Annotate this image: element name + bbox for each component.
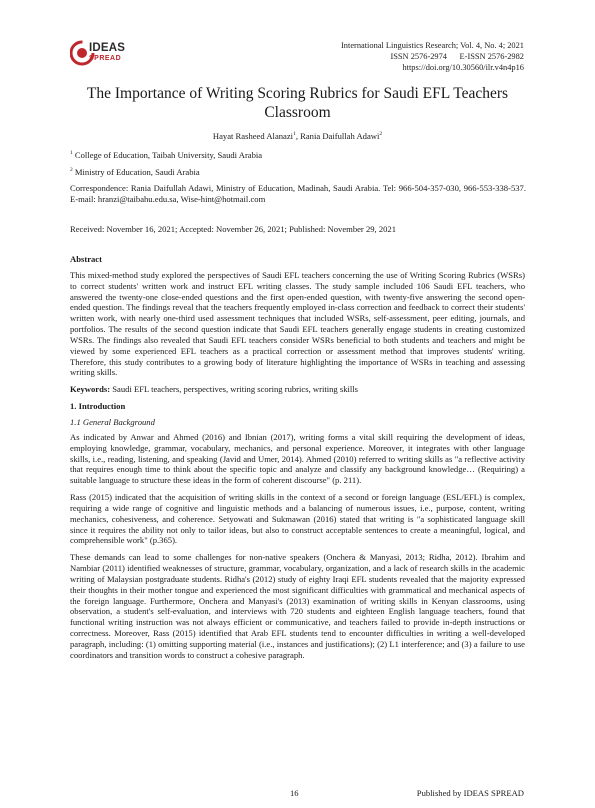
logo-text-spread: SPREAD xyxy=(89,55,122,62)
affiliation-text: Ministry of Education, Saudi Arabia xyxy=(72,167,200,177)
page-number: 16 xyxy=(290,788,299,798)
affiliation-text: College of Education, Taibah University, Saudi Arabia xyxy=(72,150,263,160)
paper-title: The Importance of Writing Scoring Rubrics for Saudi EFL Teachers Classroom xyxy=(86,85,509,121)
publisher-logo xyxy=(70,38,170,72)
author-affiliation-mark: 2 xyxy=(379,131,383,138)
keywords-label: Keywords: xyxy=(70,384,111,395)
body-paragraph: As indicated by Anwar and Ahmed (2016) and Ibnian (2017), writing forms a vital skill requiring the development of ideas, employing knowledge, grammar, vocabulary, mechanics, and personal experience. Moreover, it integrates with other language skills, i.e., reading, listening, and speaking (Javid and Umer, 2014). Ahmed (2010) referred to writing skills as "a reflective activity that requires enough time to think about the specific topic and analyze and classify any background knowledge… (Requiring) a suitable language to structure these ideas in the form of coherent discourse" (p. 211). xyxy=(70,431,525,486)
journal-citation: International Linguistics Research; Vol. 4, No. 4; 2021 xyxy=(341,41,524,50)
journal-info xyxy=(341,40,524,73)
author-list xyxy=(70,131,525,141)
abstract-text: This mixed-method study explored the perspectives of Saudi EFL teachers concerning the use of Writing Scoring Rubrics (WSRs) to correct students' written work and instruct EFL writing classes. The study sample included 106 Saudi EFL teachers, who answered the twenty-one close-ended questions and the first open-ended question, with twenty-five answering the second open-ended question. The findings reveal that the teachers frequently employed in-class correction and feedback to correct their students' written work, with nearly one-third used assessment techniques that included WSRs, self-assessment, peer editing, journals, and portfolios. The results of the second question indicate that Saudi EFL teachers generally engage students in creating customized WSRs. The findings also revealed that Saudi EFL teachers consider WSRs beneficial to both students and teachers and might be viewed by some experienced EFL teachers as a practical correction or assessment method that improves students' writing. Therefore, this study contributes to a growing body of literature highlighting the importance of WSRs in teaching and assessing writing skills. xyxy=(70,269,525,378)
publisher-footer: Published by IDEAS SPREAD xyxy=(416,788,524,798)
logo-text-ideas: IDEAS xyxy=(89,42,126,54)
keywords-text: Saudi EFL teachers, perspectives, writing scoring rubrics, writing skills xyxy=(110,384,359,395)
author-name: Hayat Rasheed Alanazi xyxy=(212,131,294,141)
subsection-heading: 1.1 General Background xyxy=(70,416,155,427)
author-affiliation-mark: 1 xyxy=(293,131,296,138)
body-paragraph: Rass (2015) indicated that the acquisition of writing skills in the context of a second or foreign language (ESL/EFL) is complex, requiring a wide range of cognitive and linguistic methods and a balancing of numerous issues, i.e., purpose, content, writing mechanics, cohesiveness, and coherence. Setyowati and Sukmawan (2016) stated that writing is "a sophisticated language skill since it requires the ability not only to tailor ideas, but also to construct acceptable sentences to create a meaningful, logical, and comprehensible work" (p.365). xyxy=(70,492,525,546)
publication-dates: Received: November 16, 2021; Accepted: November 26, 2021; Published: November 29, 2021 xyxy=(70,224,397,234)
issn-line: ISSN 2576-2974 E-ISSN 2576-2982 xyxy=(390,52,524,61)
abstract-heading: Abstract xyxy=(70,254,102,264)
paper-body xyxy=(70,254,525,667)
correspondence: Correspondence: Rania Daifullah Adawi, Ministry of Education, Madinah, Saudi Arabia. Tel: 966-504-357-030, 966-553-338-537. E-mail: hranzi@taibahu.edu.sa, Wise-hint@hotmail.com xyxy=(70,183,526,204)
affiliation-mark: 2 xyxy=(70,167,73,174)
keywords xyxy=(70,384,525,395)
doi-link[interactable]: https://doi.org/10.30560/ilr.v4n4p16 xyxy=(402,63,524,72)
affiliation-mark: 1 xyxy=(70,150,73,157)
affiliation-2 xyxy=(70,167,526,178)
section-heading: 1. Introduction xyxy=(70,401,126,412)
author-separator: , xyxy=(295,131,301,141)
body-paragraph: These demands can lead to some challenges for non-native speakers (Onchera & Manyasi, 2013; Ridha, 2012). Ibrahim and Nambiar (2011) identified weaknesses of structure, grammar, vocabulary, organization, and a lack of research skills in the academic writing of Malaysian postgraduate students. Ridha's (2012) study of eighty Iraqi EFL students revealed that the majority expressed their thoughts in their mother tongue and experienced the most significant difficulties with grammatical and mechanical aspects of the foreign language. Furthermore, Onchera and Manyasi's (2013) examination of writing skills in Kenyan classrooms, using observation, a student's self-evaluation, and interviews with 720 students and eighteen English language teachers, found that functional writing instruction was not always efficient or communicative, and teachers failed to provide in-depth instructions or correctness. Moreover, Rass (2015) identified that Arab EFL students tend to encounter difficulties in writing a well-developed paragraph, including: (1) omitting supporting material (i.e., instances and justifications); (2) L1 interference; and (3) a failure to use coordinators and transition words to construct a cohesive paragraph. xyxy=(70,552,525,660)
author-name: Rania Daifullah Adawi xyxy=(300,131,380,141)
affiliation-1 xyxy=(70,150,526,161)
